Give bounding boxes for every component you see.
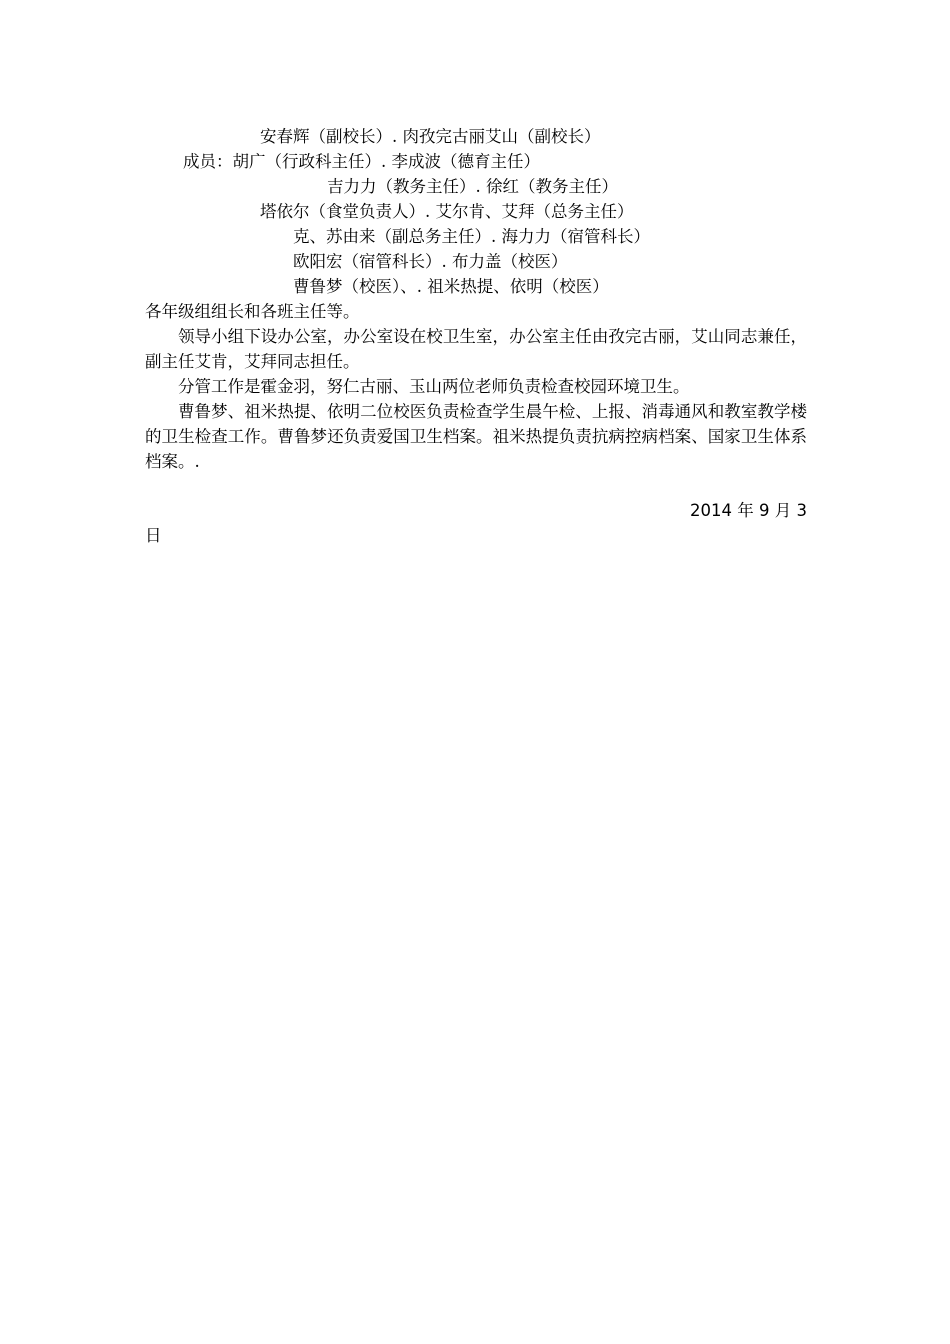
doctors-paragraph: 曹鲁梦、祖米热提、依明二位校医负责检查学生晨午检、上报、消毒通风和教室教学楼的卫生检查工作。曹鲁梦还负责爱国卫生档案。祖米热提负责抗病控病档案、国家卫生体系档案。. <box>145 402 807 471</box>
date-line: 2014 年 9 月 3 <box>690 501 807 520</box>
member-line-5: 克、苏由来（副总务主任）. 海力力（宿管科长） <box>293 227 650 246</box>
member-line-6: 欧阳宏（宿管科长）. 布力盖（校医） <box>293 252 568 271</box>
member-line-2: 成员：胡广（行政科主任）. 李成波（德育主任） <box>183 152 540 171</box>
member-line-3: 吉力力（教务主任）. 徐红（教务主任） <box>327 177 618 196</box>
member-line-4: 塔依尔（食堂负责人）. 艾尔肯、艾拜（总务主任） <box>260 202 634 221</box>
member-line-8: 各年级组组长和各班主任等。 <box>145 302 360 321</box>
office-paragraph: 领导小组下设办公室，办公室设在校卫生室，办公室主任由孜完古丽，艾山同志兼任，副主任艾肯，艾拜同志担任。 <box>145 327 807 371</box>
division-paragraph: 分管工作是霍金羽，努仁古丽、玉山两位老师负责检查校园环境卫生。 <box>178 377 690 396</box>
member-line-1: 安春辉（副校长）. 肉孜完古丽艾山（副校长） <box>260 127 601 146</box>
member-line-7: 曹鲁梦（校医）、. 祖米热提、依明（校医） <box>293 277 609 296</box>
date-day-suffix: 日 <box>145 526 162 545</box>
